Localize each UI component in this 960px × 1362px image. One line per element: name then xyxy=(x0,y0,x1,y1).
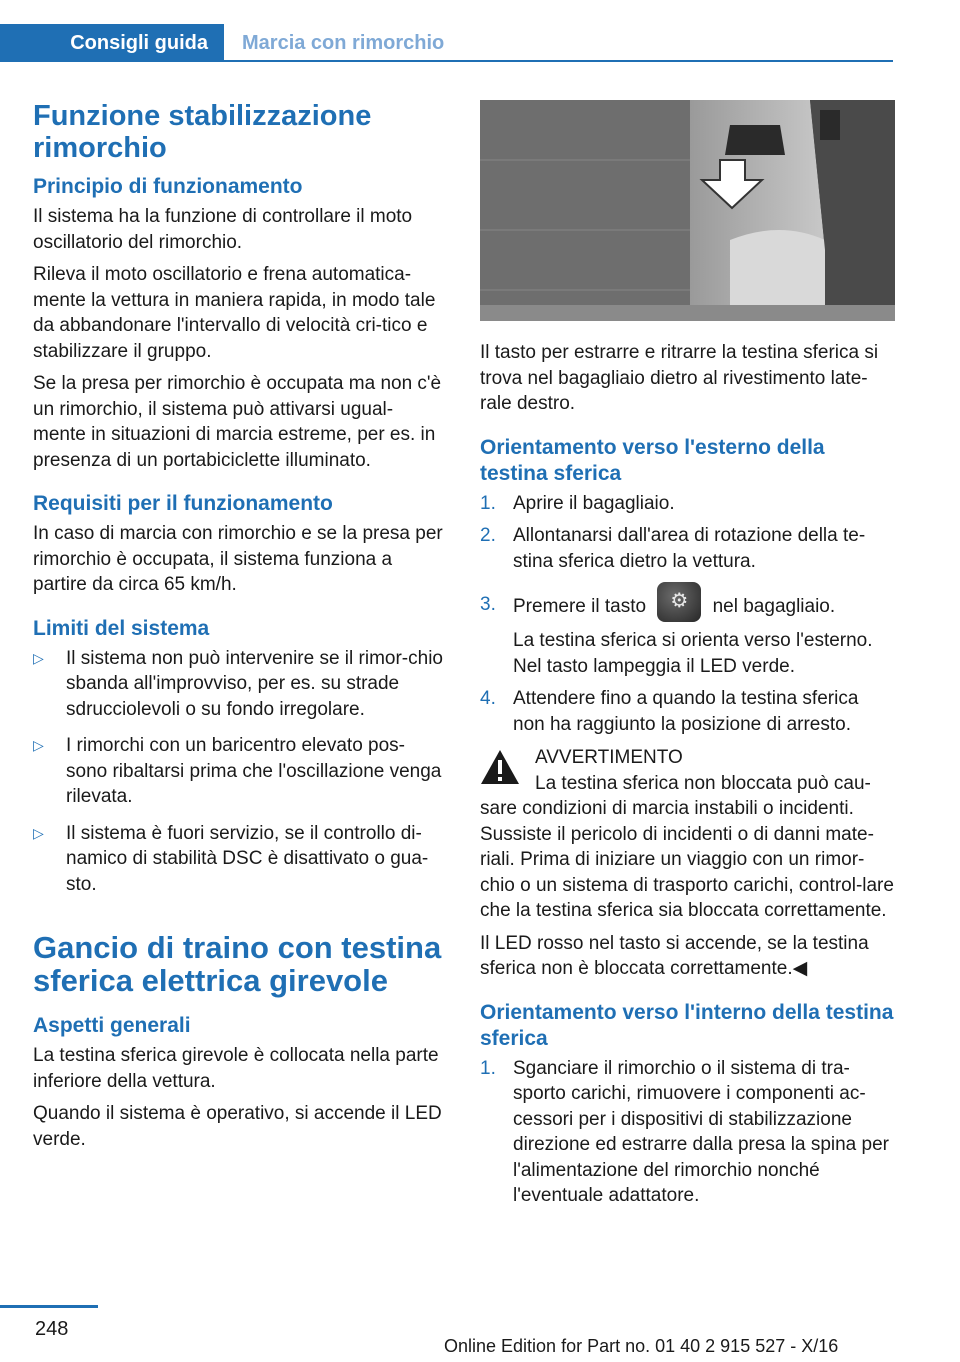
warning-lead: La testina sferica non bloccata può cau‐ xyxy=(535,772,871,794)
page-number: 248 xyxy=(35,1318,69,1340)
paragraph-led-rosso: Il LED rosso nel tasto si accende, se la testina sferica non è bloccata correttamente.◀ xyxy=(480,932,869,979)
list-item: 1. Sganciare il rimorchio o il sistema di tra‐sporto carichi, rimuovere i componenti ac‐cessori per i dispositivi di stabilizzazione direzione ed estrarre dalla presa la spina per l'alimentazione del rimorchio nonché l'eventuale adattatore. xyxy=(480,1057,889,1206)
page-header xyxy=(0,24,893,62)
title-gancio-di-traino: Gancio di traino con testina sferica elettrica girevole xyxy=(33,930,442,998)
photo-caption: Il tasto per estrarre e ritrarre la testina sferica si trova nel bagagliaio dietro al rivestimento late‐rale destro. xyxy=(480,342,879,414)
paragraph: Se la presa per rimorchio è occupata ma non c'è un rimorchio, il sistema può attivarsi ugual‐mente in situazioni di marcia estreme, per es. in presenza di un portabiciclette illuminato. xyxy=(33,373,442,471)
list-item: ▷ I rimorchi con un baricentro elevato pos‐sono ribaltarsi prima che l'oscillazione venga rilevata. xyxy=(33,735,442,807)
warning-block xyxy=(480,745,895,924)
paragraph: Rileva il moto oscillatorio e frena automatica‐mente la vettura in maniera rapida, in modo tale da abbandonare l'intervallo di velocità cri‐tico e stabilizzare il gruppo. xyxy=(33,264,436,362)
heading-orientamento-interno: Orientamento verso l'interno della testina sferica xyxy=(480,1000,894,1050)
paragraph: Quando il sistema è operativo, si accende il LED verde. xyxy=(33,1103,442,1150)
warning-title: AVVERTIMENTO xyxy=(535,747,683,768)
warning-body: sare condizioni di marcia instabili o incidenti. Sussiste il pericolo di incidenti o di danni mate‐riali. Prima di iniziare un viaggio con un rimor‐chio o un sistema di trasporto carichi, control‐lare che la testina sferica sia bloccata correttamente. xyxy=(480,798,894,921)
left-column xyxy=(33,100,445,1159)
warning-triangle-icon xyxy=(480,749,520,785)
towbar-button-icon: ⚙ xyxy=(657,582,701,622)
list-item: 2. Allontanarsi dall'area di rotazione della te‐stina sferica dietro la vettura. xyxy=(480,525,866,572)
bullet-triangle-icon: ▷ xyxy=(33,737,44,753)
esterno-steps xyxy=(480,491,895,738)
heading-principio: Principio di funzionamento xyxy=(33,175,303,198)
paragraph: In caso di marcia con rimorchio e se la presa per rimorchio è occupata, il sistema funziona a partire da circa 65 km/h. xyxy=(33,523,443,595)
list-item: 4. Attendere fino a quando la testina sferica non ha raggiunto la posizione di arresto. xyxy=(480,688,859,735)
heading-requisiti: Requisiti per il funzionamento xyxy=(33,492,333,515)
header-rule xyxy=(224,60,893,62)
right-column xyxy=(480,100,895,1216)
list-item: ▷ Il sistema è fuori servizio, se il controllo di‐namico di stabilità DSC è disattivato o gua‐sto. xyxy=(33,822,429,895)
list-item: ▷ Il sistema non può intervenire se il rimor‐chio sbanda all'improvviso, per es. su strade sdrucciolevoli o su fondo irregolare. xyxy=(33,647,443,720)
section-tab-marcia-con-rimorchio: Marcia con rimorchio xyxy=(242,32,445,54)
heading-limiti: Limiti del sistema xyxy=(33,616,210,640)
list-item: 1. Aprire il bagagliaio. xyxy=(480,492,675,514)
footer-rule xyxy=(0,1305,98,1308)
section-tab-consigli-guida: Consigli guida xyxy=(0,24,224,62)
interno-steps xyxy=(480,1056,895,1209)
bullet-triangle-icon: ▷ xyxy=(33,824,44,841)
heading-aspetti-generali: Aspetti generali xyxy=(33,1014,191,1037)
bullet-triangle-icon: ▷ xyxy=(33,649,44,666)
paragraph: Il sistema ha la funzione di controllare il moto oscillatorio del rimorchio. xyxy=(33,206,413,253)
limiti-list xyxy=(33,646,445,898)
edition-footer: Online Edition for Part no. 01 40 2 915 527 - X/16 xyxy=(444,1336,839,1356)
paragraph: La testina sferica girevole è collocata nella parte inferiore della vettura. xyxy=(33,1045,439,1092)
heading-orientamento-esterno: Orientamento verso l'esterno della testina sferica xyxy=(480,435,825,485)
list-item: 3. Premere il tasto ⚙ nel bagagliaio. La testina sferica si orienta verso l'esterno. Nel tasto lampeggia il LED verde. xyxy=(480,592,895,679)
title-funzione-stabilizzazione: Funzione stabilizzazione rimorchio xyxy=(33,100,372,164)
trunk-photo-image xyxy=(480,100,895,321)
